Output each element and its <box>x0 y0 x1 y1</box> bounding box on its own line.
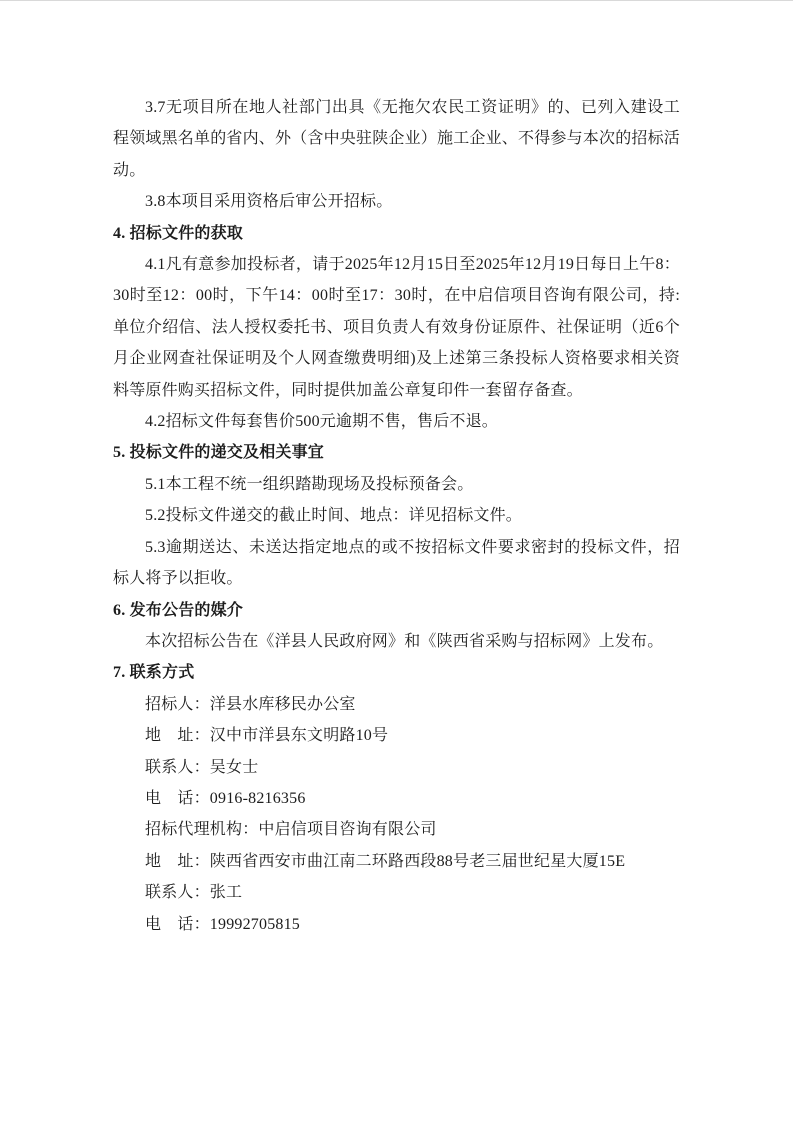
clause-5-3: 5.3逾期送达、未送达指定地点的或不按招标文件要求密封的投标文件，招标人将予以拒收。 <box>113 538 680 588</box>
section-7-heading: 7. 联系方式 <box>113 664 195 682</box>
section-4-heading: 4. 招标文件的获取 <box>113 224 244 242</box>
section-6-heading: 6. 发布公告的媒介 <box>113 601 244 619</box>
contact-agency-address: 地 址：陕西省西安市曲江南二环路西段88号老三届世纪星大厦15E <box>145 852 626 870</box>
contact-tenderer-person: 联系人：吴女士 <box>145 758 259 776</box>
section-5-heading: 5. 投标文件的递交及相关事宜 <box>113 444 325 462</box>
clause-5-2: 5.2投标文件递交的截止时间、地点：详见招标文件。 <box>145 507 523 525</box>
contact-agency-person: 联系人：张工 <box>145 884 243 902</box>
clause-4-2: 4.2招标文件每套售价500元逾期不售，售后不退。 <box>145 413 499 431</box>
contact-tenderer-phone: 电 话：0916-8216356 <box>145 789 306 807</box>
contact-tenderer-address: 地 址：汉中市洋县东文明路10号 <box>145 727 389 745</box>
clause-5-1: 5.1本工程不统一组织踏勘现场及投标预备会。 <box>145 475 474 493</box>
clause-4-1: 4.1凡有意参加投标者，请于2025年12月15日至2025年12月19日每日上午8：30时至12：00时，下午14：00时至17：30时，在中启信项目咨询有限公司，持:单位介绍信、法人授权委托书、项目负责人有效身份证原件、社保证明（近6个月企业网查社保证明及个人网查缴费明细)及上述第三条投标人资格要求相关资料等原件购买招标文件，同时提供加盖公章复印件一套留存备查。 <box>113 256 680 399</box>
clause-3-7: 3.7无项目所在地人社部门出具《无拖欠农民工资证明》的、已列入建设工程领域黑名单的省内、外（含中央驻陕企业）施工企业、不得参与本次的招标活动。 <box>113 99 681 179</box>
section-6-body: 本次招标公告在《洋县人民政府网》和《陕西省采购与招标网》上发布。 <box>145 632 664 650</box>
contact-agency: 招标代理机构：中启信项目咨询有限公司 <box>145 821 437 839</box>
contact-agency-phone: 电 话：19992705815 <box>145 915 301 933</box>
contact-tenderer: 招标人：洋县水库移民办公室 <box>145 695 356 713</box>
clause-3-8: 3.8本项目采用资格后审公开招标。 <box>145 193 393 211</box>
